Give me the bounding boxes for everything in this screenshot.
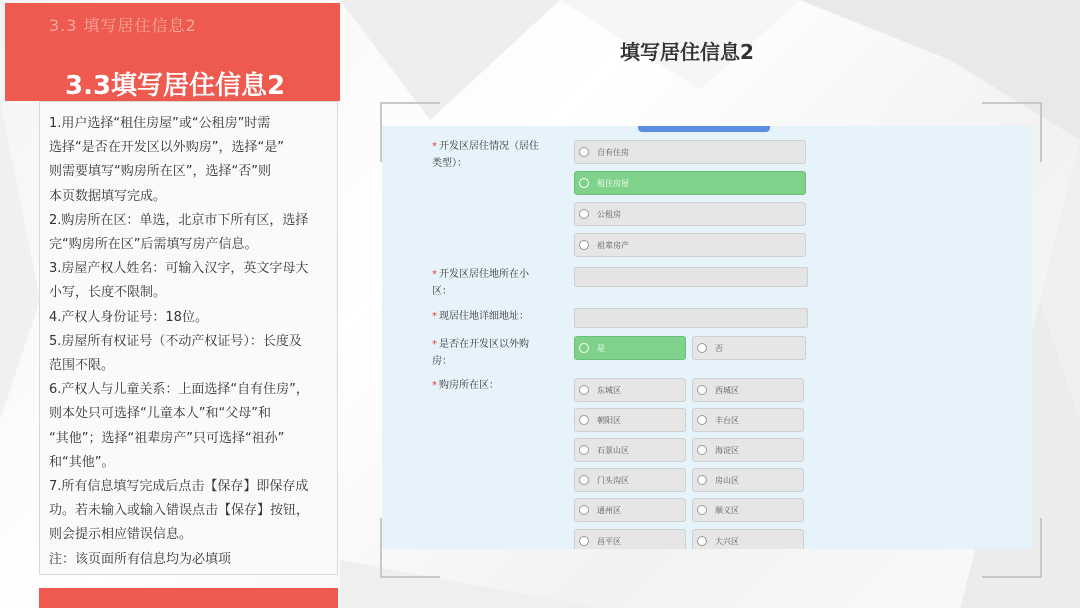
- district-option[interactable]: [574, 529, 686, 549]
- radio-icon: [697, 475, 707, 485]
- housing-type-label: [432, 138, 562, 172]
- note-line: 功。若未输入或输入错误点击【保存】按钮，: [49, 503, 310, 519]
- option-label: 东城区: [597, 385, 621, 395]
- radio-icon: [697, 385, 707, 395]
- note-line: 则会提示相应错误信息。: [49, 527, 193, 543]
- option-label: 顺义区: [715, 505, 739, 515]
- option-ancestral[interactable]: [574, 233, 806, 257]
- district-option[interactable]: [692, 408, 804, 432]
- option-no[interactable]: [692, 336, 806, 360]
- radio-icon: [579, 415, 589, 425]
- note-line: 小写，长度不限制。: [49, 285, 167, 301]
- outside-purchase-label: [432, 336, 562, 370]
- option-label: 海淀区: [715, 445, 739, 455]
- label-text: 类型）：: [432, 158, 467, 169]
- radio-icon: [697, 343, 707, 353]
- option-label: 自有住房: [597, 147, 629, 157]
- option-label: 西城区: [715, 385, 739, 395]
- option-self-owned[interactable]: [574, 140, 806, 164]
- option-label: 大兴区: [715, 536, 739, 546]
- note-line: 4.产权人身份证号：18位。: [49, 309, 208, 325]
- label-text: 开发区居住地所在小: [439, 269, 529, 280]
- radio-icon: [697, 445, 707, 455]
- label-text: 现居住地详细地址：: [439, 311, 529, 322]
- option-label: 通州区: [597, 505, 621, 515]
- notes-panel: [39, 101, 338, 575]
- radio-icon: [579, 147, 589, 157]
- radio-icon: [579, 505, 589, 515]
- option-label: 昌平区: [597, 536, 621, 546]
- left-banner: [5, 3, 340, 101]
- radio-icon: [579, 343, 589, 353]
- left-footer-bar: [39, 588, 338, 608]
- note-line: 7.所有信息填写完成后点击【保存】即保存成: [49, 479, 309, 495]
- required-mark: *: [432, 339, 437, 350]
- district-option[interactable]: [574, 468, 686, 492]
- note-line: 完“购房所在区”后需填写房产信息。: [49, 237, 258, 253]
- required-mark: *: [432, 269, 437, 280]
- radio-icon: [579, 445, 589, 455]
- top-tab-button[interactable]: [638, 126, 770, 132]
- district-option[interactable]: [692, 438, 804, 462]
- label-text: 区：: [432, 286, 452, 297]
- radio-icon: [579, 178, 589, 188]
- district-option[interactable]: [574, 498, 686, 522]
- district-option[interactable]: [574, 378, 686, 402]
- option-label: 朝阳区: [597, 415, 621, 425]
- note-line: 2.购房所在区：单选，北京市下所有区，选择: [49, 212, 309, 228]
- option-label: 丰台区: [715, 415, 739, 425]
- radio-icon: [697, 415, 707, 425]
- district-label: [432, 377, 562, 394]
- note-line: 范围不限。: [49, 358, 115, 374]
- note-line: 6.产权人与儿童关系：上面选择“自有住房”，: [49, 382, 309, 398]
- required-mark: *: [432, 141, 437, 152]
- option-label: 石景山区: [597, 445, 629, 455]
- note-line: “其他”；选择“祖辈房产”只可选择“祖孙”: [49, 430, 285, 446]
- district-option[interactable]: [574, 438, 686, 462]
- note-line: 注：该页面所有信息均为必填项: [49, 551, 232, 567]
- radio-icon: [579, 240, 589, 250]
- option-label: 否: [715, 343, 723, 353]
- option-label: 公租房: [597, 209, 621, 219]
- option-label: 门头沟区: [597, 475, 629, 485]
- required-mark: *: [432, 380, 437, 391]
- radio-icon: [697, 536, 707, 546]
- community-label: [432, 266, 562, 300]
- page-title: 填写居住信息2: [620, 40, 754, 64]
- label-text: 房：: [432, 356, 452, 367]
- label-text: 是否在开发区以外购: [439, 339, 529, 350]
- district-option[interactable]: [692, 529, 804, 549]
- district-option[interactable]: [692, 378, 804, 402]
- required-mark: *: [432, 311, 437, 322]
- district-option[interactable]: [692, 498, 804, 522]
- address-input[interactable]: [574, 308, 808, 328]
- note-line: 选择“是否在开发区以外购房”，选择“是”: [49, 140, 284, 156]
- radio-icon: [579, 536, 589, 546]
- option-yes[interactable]: [574, 336, 686, 360]
- note-line: 则本处只可选择“儿童本人”和“父母”和: [49, 406, 271, 422]
- radio-icon: [579, 209, 589, 219]
- radio-icon: [697, 505, 707, 515]
- option-rented[interactable]: [574, 171, 806, 195]
- option-label: 房山区: [715, 475, 739, 485]
- district-option[interactable]: [574, 408, 686, 432]
- banner-faded-text: 3.3 填写居住信息2: [49, 16, 197, 35]
- option-label: 是: [597, 343, 605, 353]
- address-label: [432, 308, 562, 325]
- radio-icon: [579, 475, 589, 485]
- note-line: 3.房屋产权人姓名：可输入汉字，英文字母大: [49, 261, 309, 277]
- option-public-rental[interactable]: [574, 202, 806, 226]
- label-text: 购房所在区：: [439, 380, 499, 391]
- note-line: 本页数据填写完成。: [49, 188, 167, 204]
- note-line: 1.用户选择“租住房屋”或“公租房”时需: [49, 116, 271, 131]
- note-line: 则需要填写“购房所在区”，选择“否”则: [49, 164, 271, 180]
- section-title: 3.3填写居住信息2: [65, 71, 286, 101]
- form-screenshot: [382, 126, 1032, 549]
- district-option[interactable]: [692, 468, 804, 492]
- label-text: 开发区居住情况（居住: [439, 141, 539, 152]
- option-label: 租住房屋: [597, 178, 629, 188]
- option-label: 祖辈房产: [597, 240, 629, 250]
- community-input[interactable]: [574, 267, 808, 287]
- radio-icon: [579, 385, 589, 395]
- note-line: 和“其他”。: [49, 454, 115, 470]
- note-line: 5.房屋所有权证号（不动产权证号）：长度及: [49, 333, 302, 349]
